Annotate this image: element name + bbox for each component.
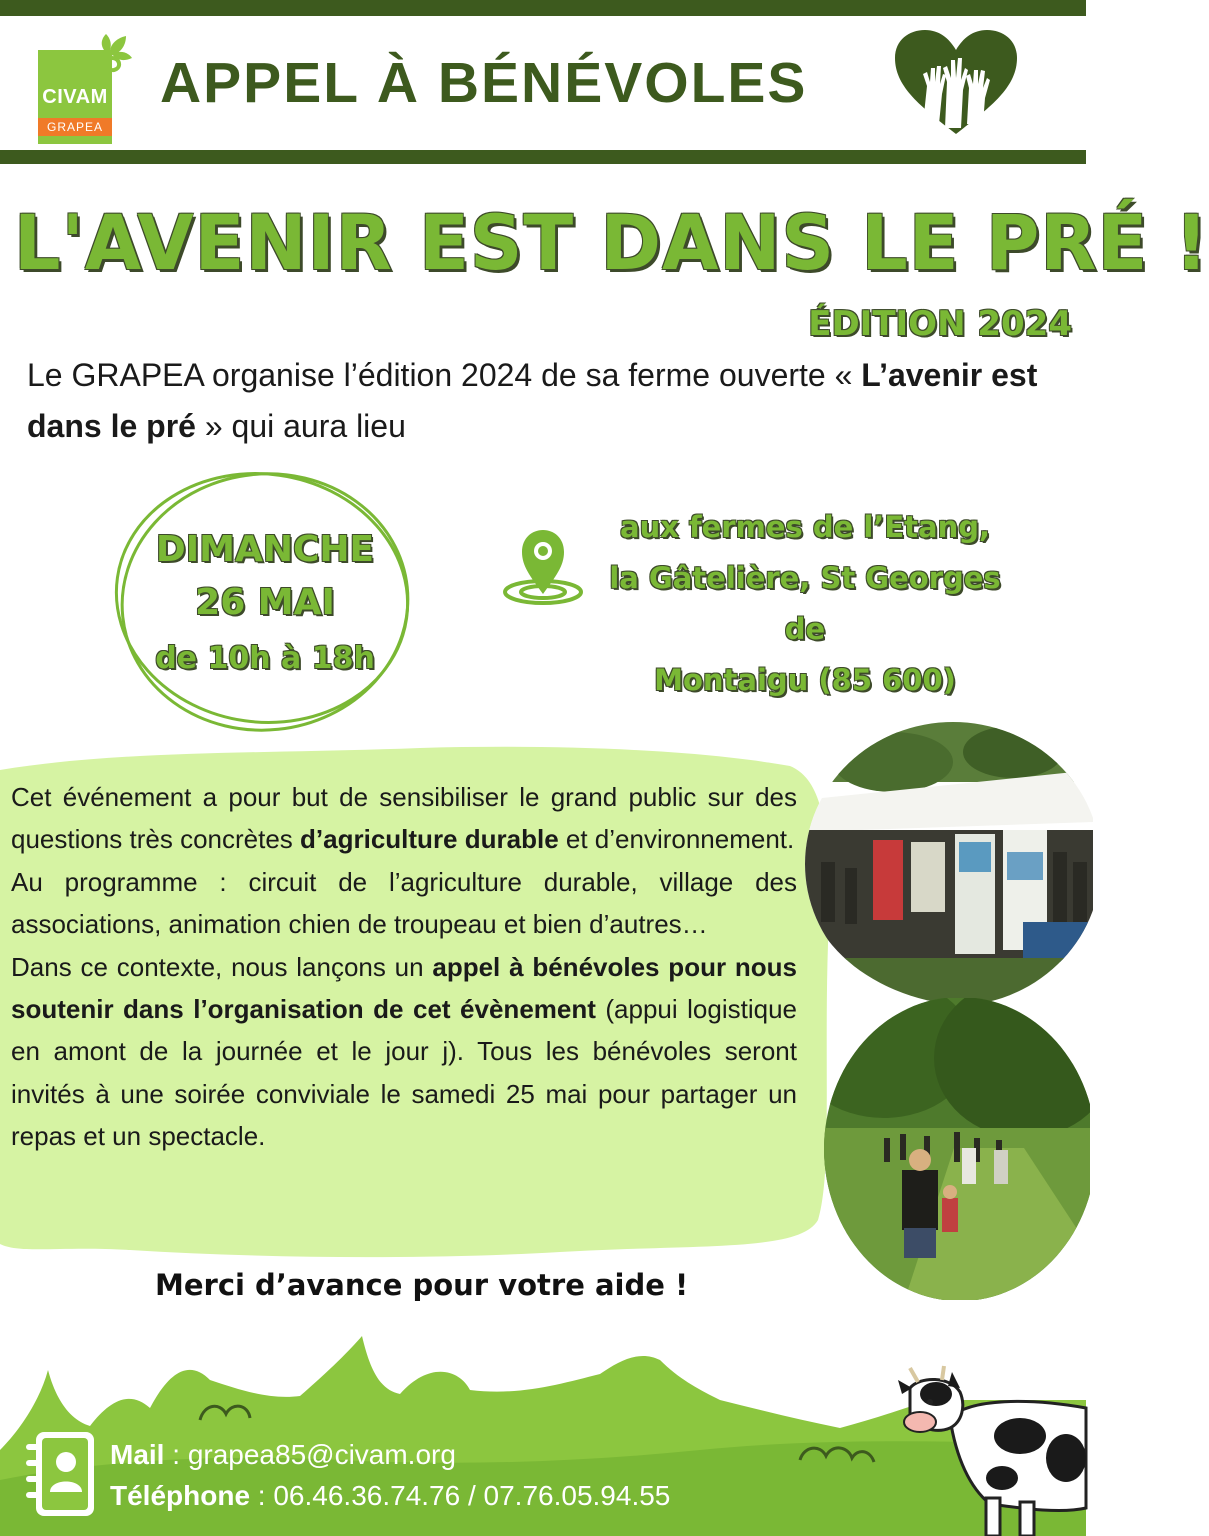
edition-label: ÉDITION 2024 xyxy=(808,304,1072,344)
civam-logo xyxy=(38,28,134,138)
photo-tent-exhibition xyxy=(803,722,1093,1006)
page-title: APPEL À BÉNÉVOLES xyxy=(160,51,808,115)
contact-mail: Mail : grapea85@civam.org xyxy=(110,1439,456,1470)
logo-brand: CIVAM xyxy=(42,86,108,108)
body-paragraph-3: Dans ce contexte, nous lançons un appel à bénévoles pour nous soutenir dans l’organisation de cet évènement (appui logistique en amont de la journée et le jour j). Tous les bénévoles seront invités à une soirée conviviale le samedi 25 mai pour partager un repas et un spectacle. xyxy=(11,951,798,1152)
logo-sub: GRAPEA xyxy=(38,118,112,136)
event-date xyxy=(120,528,410,684)
header-divider xyxy=(0,150,1086,164)
heart-hands-icon xyxy=(893,28,1019,136)
body-paragraph-1: Cet événement a pour but de sensibiliser le grand public sur des questions très concrètes d’agriculture durable et d’environnement. xyxy=(11,782,797,855)
location-line-1: aux fermes de l’Etang, xyxy=(620,510,990,544)
phone-value[interactable]: 06.46.36.74.76 / 07.76.05.94.55 xyxy=(273,1480,671,1511)
body-text xyxy=(11,776,797,1158)
location-line-2: la Gâtelière, St Georges de xyxy=(609,561,1001,646)
location-line-3: Montaigu (85 600) xyxy=(654,663,956,697)
cow-icon xyxy=(890,1358,1086,1536)
event-hours: de 10h à 18h xyxy=(155,641,375,676)
hero-title: L'AVENIR EST DANS LE PRÉ ! xyxy=(14,198,1209,287)
thanks-message: Merci d’avance pour votre aide ! xyxy=(155,1268,689,1302)
contact-phone: Téléphone : 06.46.36.74.76 / 07.76.05.94.55 xyxy=(110,1480,671,1511)
intro-text: Le GRAPEA organise l’édition 2024 de sa ferme ouverte « L’avenir est dans le pré » qui aura lieu xyxy=(27,357,1038,444)
event-day: DIMANCHE xyxy=(155,529,375,570)
photo-field-walk xyxy=(824,998,1090,1300)
event-day-date: 26 MAI xyxy=(195,582,335,623)
mail-value[interactable]: grapea85@civam.org xyxy=(187,1439,456,1470)
event-location xyxy=(595,502,1015,706)
contact-book-icon xyxy=(22,1430,98,1518)
phone-label: Téléphone xyxy=(110,1480,251,1511)
mail-label: Mail xyxy=(110,1439,165,1470)
body-paragraph-2: Au programme : circuit de l’agriculture durable, village des associations, animation chien de troupeau et bien d’autres… xyxy=(11,866,797,940)
location-pin-icon xyxy=(500,526,586,610)
contact-info xyxy=(110,1434,670,1516)
top-bar xyxy=(0,0,1086,16)
